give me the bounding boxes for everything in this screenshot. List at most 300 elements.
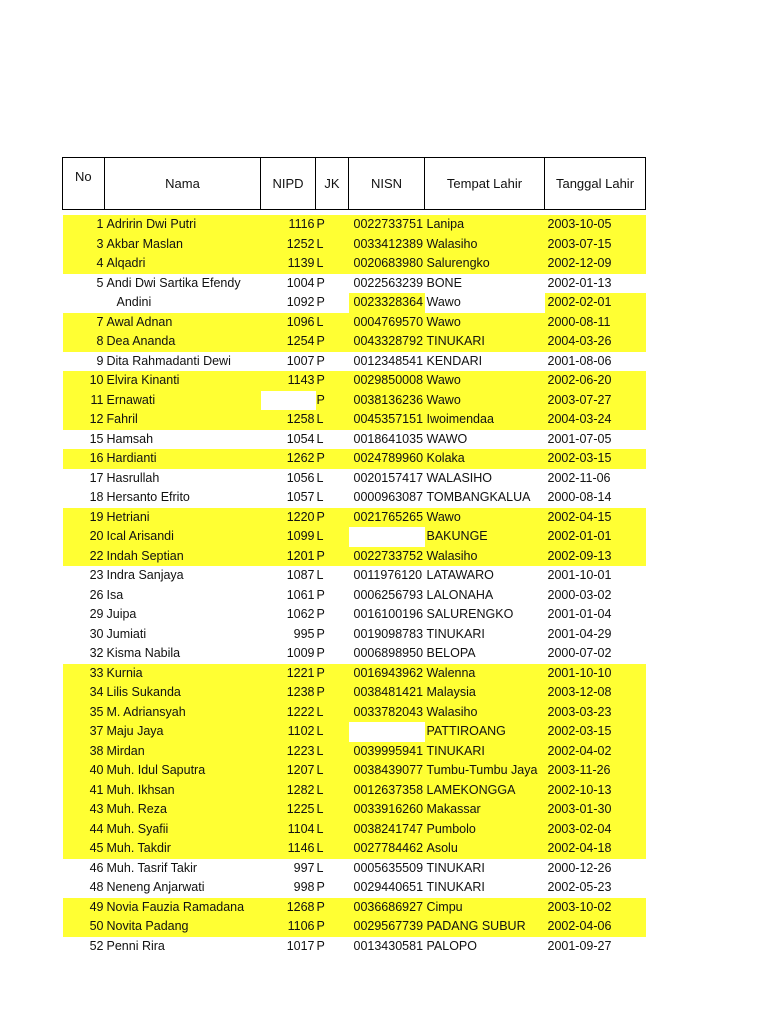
cell-no: 10	[63, 371, 105, 391]
cell-tempat-lahir: LAMEKONGGA	[425, 781, 545, 801]
cell-no: 9	[96, 353, 104, 368]
cell-nipd: 1254	[261, 332, 316, 352]
cell-tanggal-lahir: 2003-11-26	[545, 761, 646, 781]
cell-no: 1	[63, 215, 105, 235]
cell-nisn: 0033916260	[349, 800, 425, 820]
cell-no: 17	[89, 470, 104, 485]
cell-nama: Ical Arisandi	[105, 527, 261, 547]
cell-nisn: 0018641035	[353, 431, 424, 446]
cell-nisn: 0000963087	[353, 490, 424, 505]
cell-nipd: 1262	[261, 449, 316, 469]
cell-jk: L	[316, 742, 349, 762]
cell-nipd: 1096	[261, 313, 316, 333]
cell-nipd: 1252	[261, 235, 316, 255]
table-row	[63, 683, 646, 703]
table-row	[63, 937, 646, 957]
cell-tempat-lahir: TINUKARI	[426, 880, 485, 895]
cell-nisn: 0045357151	[349, 410, 425, 430]
cell-nipd: 1201	[261, 547, 316, 567]
cell-nipd: 1221	[261, 664, 316, 684]
cell-nama: Elvira Kinanti	[105, 371, 261, 391]
cell-no: 40	[63, 761, 105, 781]
cell-nisn: 0024789960	[349, 449, 425, 469]
cell-tempat-lahir: TINUKARI	[426, 860, 485, 875]
cell-tempat-lahir: Iwoimendaa	[425, 410, 545, 430]
header-no: No	[63, 158, 105, 210]
cell-nipd: 1116	[261, 215, 316, 235]
cell-jk: L	[316, 527, 349, 547]
cell-nisn: 0033782043	[349, 703, 425, 723]
cell-nama: Lilis Sukanda	[105, 683, 261, 703]
cell-tanggal-lahir: 2003-01-30	[545, 800, 646, 820]
cell-tanggal-lahir: 2002-01-13	[547, 275, 612, 290]
cell-no: 18	[89, 490, 104, 505]
cell-nama: Kisma Nabila	[106, 646, 181, 661]
cell-tanggal-lahir: 2002-04-15	[545, 508, 646, 528]
cell-jk: P	[316, 880, 325, 895]
cell-no	[63, 293, 105, 313]
cell-tanggal-lahir: 2000-07-02	[547, 646, 612, 661]
cell-nipd: 1099	[261, 527, 316, 547]
cell-no: 12	[63, 410, 105, 430]
cell-tanggal-lahir: 2001-10-10	[545, 664, 646, 684]
cell-tanggal-lahir: 2004-03-24	[545, 410, 646, 430]
cell-tanggal-lahir: 2001-10-01	[547, 568, 612, 583]
cell-nisn: 0038481421	[349, 683, 425, 703]
cell-no: 34	[63, 683, 105, 703]
cell-nipd: 1139	[261, 254, 316, 274]
cell-no: 20	[63, 527, 105, 547]
cell-nama: Hetriani	[105, 508, 261, 528]
cell-jk: P	[316, 371, 349, 391]
cell-tanggal-lahir: 2002-12-09	[545, 254, 646, 274]
cell-jk: P	[316, 683, 349, 703]
cell-tanggal-lahir: 2003-07-27	[545, 391, 646, 411]
cell-nipd: 1104	[261, 820, 316, 840]
student-table-container	[62, 157, 645, 956]
cell-nisn: 0022563239	[353, 275, 424, 290]
cell-no: 16	[63, 449, 105, 469]
cell-jk: P	[316, 275, 325, 290]
cell-nisn: 0013430581	[353, 938, 424, 953]
cell-nisn: 0036686927	[349, 898, 425, 918]
cell-no: 29	[89, 607, 104, 622]
table-row	[63, 508, 646, 528]
cell-nama: Hersanto Efrito	[106, 490, 190, 505]
cell-tempat-lahir: Malaysia	[425, 683, 545, 703]
cell-tempat-lahir: Walenna	[425, 664, 545, 684]
cell-no: 4	[63, 254, 105, 274]
table-row	[63, 800, 646, 820]
cell-jk: P	[316, 547, 349, 567]
cell-nama: Muh. Idul Saputra	[105, 761, 261, 781]
cell-no: 15	[89, 431, 104, 446]
cell-tanggal-lahir: 2002-10-13	[545, 781, 646, 801]
cell-jk: L	[316, 313, 349, 333]
cell-nama: Neneng Anjarwati	[106, 880, 205, 895]
cell-tanggal-lahir: 2001-09-27	[547, 938, 612, 953]
cell-no: 38	[63, 742, 105, 762]
cell-nama: Andi Dwi Sartika Efendy	[106, 275, 241, 290]
cell-jk: P	[316, 646, 325, 661]
cell-nama: Adririn Dwi Putri	[105, 215, 261, 235]
cell-jk: L	[316, 254, 349, 274]
cell-tanggal-lahir: 2002-04-18	[545, 839, 646, 859]
cell-nisn: 0016100196	[353, 607, 424, 622]
cell-nisn: 0029440651	[353, 880, 424, 895]
cell-nisn: 0043328792	[349, 332, 425, 352]
cell-nama: Alqadri	[105, 254, 261, 274]
cell-nisn: 0022733751	[349, 215, 425, 235]
cell-jk: P	[316, 449, 349, 469]
cell-tempat-lahir: Tumbu-Tumbu Jaya	[425, 761, 545, 781]
table-row	[63, 410, 646, 430]
cell-nisn: 0038136236	[349, 391, 425, 411]
table-row	[63, 391, 646, 411]
cell-nisn: 0021765265	[349, 508, 425, 528]
cell-tanggal-lahir: 2000-03-02	[547, 587, 612, 602]
table-row	[63, 215, 646, 235]
table-row	[63, 859, 646, 879]
cell-nama: Ernawati	[105, 391, 261, 411]
cell-nama: Muh. Takdir	[105, 839, 261, 859]
cell-nipd	[261, 391, 316, 411]
table-row	[63, 547, 646, 567]
cell-nipd: 1222	[261, 703, 316, 723]
cell-tanggal-lahir: 2003-03-23	[545, 703, 646, 723]
table-row	[63, 235, 646, 255]
cell-jk: P	[316, 215, 349, 235]
cell-no: 19	[63, 508, 105, 528]
cell-tanggal-lahir: 2003-10-05	[545, 215, 646, 235]
header-jk: JK	[316, 158, 349, 210]
cell-nisn: 0004769570	[349, 313, 425, 333]
cell-tempat-lahir: WAWO	[426, 431, 468, 446]
cell-nisn: 0011976120	[353, 568, 423, 583]
table-row	[63, 274, 646, 294]
cell-tanggal-lahir: 2002-05-23	[547, 880, 612, 895]
cell-nama: Muh. Reza	[105, 800, 261, 820]
cell-nipd: 1004	[286, 275, 315, 290]
cell-tempat-lahir: Cimpu	[425, 898, 545, 918]
cell-nama: Hasrullah	[106, 470, 160, 485]
cell-nipd: 1009	[286, 646, 315, 661]
cell-nama: Akbar Maslan	[105, 235, 261, 255]
cell-nama: Mirdan	[105, 742, 261, 762]
cell-nama: Awal Adnan	[105, 313, 261, 333]
cell-nipd: 1143	[261, 371, 316, 391]
cell-tanggal-lahir: 2002-01-01	[545, 527, 646, 547]
table-row	[63, 898, 646, 918]
cell-nisn: 0029567739	[349, 917, 425, 937]
cell-jk: P	[316, 626, 325, 641]
cell-jk: L	[316, 470, 324, 485]
cell-nisn: 0012348541	[353, 353, 424, 368]
cell-nisn: 0019098783	[353, 626, 424, 641]
cell-jk: P	[316, 332, 349, 352]
cell-nisn: 0023328364	[349, 293, 425, 313]
cell-jk: L	[316, 490, 324, 505]
cell-no: 48	[89, 880, 104, 895]
cell-nama: Hamsah	[106, 431, 154, 446]
cell-no: 43	[63, 800, 105, 820]
table-header	[63, 158, 646, 210]
cell-nisn: 0029850008	[349, 371, 425, 391]
cell-tempat-lahir: Wawo	[425, 313, 545, 333]
cell-tempat-lahir: TINUKARI	[426, 626, 485, 641]
cell-jk: L	[316, 839, 349, 859]
cell-nipd: 997	[293, 860, 315, 875]
table-row	[63, 566, 646, 586]
cell-no: 35	[63, 703, 105, 723]
table-row	[63, 371, 646, 391]
table-row	[63, 625, 646, 645]
cell-nisn	[349, 722, 425, 742]
cell-nipd: 1092	[286, 295, 315, 310]
cell-nama: Dita Rahmadanti Dewi	[106, 353, 231, 368]
cell-jk: P	[316, 353, 325, 368]
table-row	[63, 352, 646, 372]
cell-tanggal-lahir: 2001-04-29	[547, 626, 612, 641]
cell-tempat-lahir: Wawo	[425, 508, 545, 528]
cell-jk: L	[316, 410, 349, 430]
cell-no: 5	[96, 275, 104, 290]
table-row	[63, 527, 646, 547]
cell-tempat-lahir: WALASIHO	[426, 470, 493, 485]
table-row	[63, 293, 646, 313]
cell-no: 26	[89, 587, 104, 602]
cell-jk: L	[316, 722, 349, 742]
cell-tempat-lahir: PALOPO	[426, 938, 477, 953]
cell-jk: P	[316, 508, 349, 528]
cell-nipd: 1220	[261, 508, 316, 528]
cell-tanggal-lahir: 2002-09-13	[545, 547, 646, 567]
cell-tanggal-lahir: 2000-08-14	[547, 490, 612, 505]
cell-tempat-lahir: LALONAHA	[426, 587, 494, 602]
table-row	[63, 644, 646, 664]
header-tanggal-lahir: Tanggal Lahir	[545, 158, 646, 210]
student-table	[62, 157, 646, 956]
cell-tanggal-lahir: 2000-12-26	[547, 860, 612, 875]
cell-nipd: 1062	[286, 607, 315, 622]
table-row	[63, 488, 646, 508]
cell-jk: L	[316, 703, 349, 723]
cell-tanggal-lahir: 2000-08-11	[545, 313, 646, 333]
cell-nama: Penni Rira	[106, 938, 165, 953]
cell-tempat-lahir: Kolaka	[425, 449, 545, 469]
cell-tempat-lahir: PADANG SUBUR	[425, 917, 545, 937]
table-row	[63, 703, 646, 723]
cell-nipd: 1282	[261, 781, 316, 801]
cell-no: 45	[63, 839, 105, 859]
cell-tanggal-lahir: 2003-07-15	[545, 235, 646, 255]
cell-nisn: 0038439077	[349, 761, 425, 781]
cell-nipd: 1207	[261, 761, 316, 781]
table-row	[63, 742, 646, 762]
table-row	[63, 761, 646, 781]
cell-tempat-lahir: Makassar	[425, 800, 545, 820]
cell-nisn: 0016943962	[349, 664, 425, 684]
cell-nisn	[349, 527, 425, 547]
cell-nama: Muh. Syafii	[105, 820, 261, 840]
cell-no: 41	[63, 781, 105, 801]
cell-jk: L	[316, 860, 324, 875]
cell-tempat-lahir: PATTIROANG	[425, 722, 545, 742]
cell-nipd: 1087	[286, 568, 315, 583]
cell-tanggal-lahir: 2003-12-08	[545, 683, 646, 703]
table-row	[63, 313, 646, 333]
cell-no: 8	[63, 332, 105, 352]
table-row	[63, 254, 646, 274]
table-body	[63, 210, 646, 957]
table-row	[63, 605, 646, 625]
cell-tanggal-lahir: 2004-03-26	[545, 332, 646, 352]
cell-jk: P	[316, 391, 349, 411]
cell-jk: P	[316, 587, 325, 602]
table-row	[63, 781, 646, 801]
cell-nipd: 1017	[286, 938, 315, 953]
cell-jk: L	[316, 761, 349, 781]
cell-tanggal-lahir: 2002-06-20	[545, 371, 646, 391]
cell-tempat-lahir: LATAWARO	[426, 568, 494, 583]
cell-no: 7	[63, 313, 105, 333]
cell-tempat-lahir: Wawo	[426, 295, 461, 310]
cell-no: 37	[63, 722, 105, 742]
cell-nipd: 1057	[286, 490, 315, 505]
cell-tempat-lahir: TOMBANGKALUA	[426, 490, 531, 505]
cell-jk: L	[316, 431, 324, 446]
cell-no: 50	[63, 917, 105, 937]
header-nipd: NIPD	[261, 158, 316, 210]
cell-tempat-lahir: SALURENGKO	[426, 607, 514, 622]
cell-nisn: 0012637358	[349, 781, 425, 801]
cell-nama: Dea Ananda	[105, 332, 261, 352]
table-row	[63, 469, 646, 489]
cell-nama: Muh. Tasrif Takir	[106, 860, 198, 875]
cell-jk: P	[316, 607, 325, 622]
cell-nipd: 1102	[261, 722, 316, 742]
cell-tanggal-lahir: 2003-02-04	[545, 820, 646, 840]
cell-nipd: 1258	[261, 410, 316, 430]
table-row	[63, 917, 646, 937]
cell-nama: Hardianti	[105, 449, 261, 469]
cell-tanggal-lahir: 2003-10-02	[545, 898, 646, 918]
cell-nama: Novita Padang	[105, 917, 261, 937]
cell-tempat-lahir: Pumbolo	[425, 820, 545, 840]
cell-nama: Maju Jaya	[105, 722, 261, 742]
cell-tempat-lahir: TINUKARI	[425, 332, 545, 352]
cell-no: 33	[63, 664, 105, 684]
table-row	[63, 878, 646, 898]
header-nama: Nama	[105, 158, 261, 210]
cell-tempat-lahir: Walasiho	[425, 547, 545, 567]
cell-tempat-lahir: Walasiho	[425, 703, 545, 723]
cell-nipd: 1054	[286, 431, 315, 446]
cell-tanggal-lahir: 2001-01-04	[547, 607, 612, 622]
cell-jk: P	[316, 295, 325, 310]
cell-no: 22	[63, 547, 105, 567]
cell-nisn: 0006256793	[353, 587, 424, 602]
cell-nisn: 0022733752	[349, 547, 425, 567]
cell-nama: Fahril	[105, 410, 261, 430]
cell-tempat-lahir: Wawo	[425, 371, 545, 391]
cell-tempat-lahir: BAKUNGE	[425, 527, 545, 547]
cell-nipd: 1268	[261, 898, 316, 918]
cell-no: 49	[63, 898, 105, 918]
cell-tempat-lahir: KENDARI	[426, 353, 483, 368]
cell-no: 52	[89, 938, 104, 953]
cell-nisn: 0005635509	[353, 860, 424, 875]
cell-jk: L	[316, 800, 349, 820]
cell-tempat-lahir: Salurengko	[425, 254, 545, 274]
cell-tanggal-lahir: 2002-02-01	[545, 293, 646, 313]
cell-nisn: 0033412389	[349, 235, 425, 255]
cell-nama: M. Adriansyah	[105, 703, 261, 723]
cell-tempat-lahir: BELOPA	[426, 646, 476, 661]
cell-nama: Jumiati	[106, 626, 147, 641]
table-row	[63, 820, 646, 840]
cell-nama: Isa	[106, 587, 124, 602]
cell-nisn: 0039995941	[349, 742, 425, 762]
cell-nama: Indra Sanjaya	[106, 568, 184, 583]
cell-jk: L	[316, 568, 324, 583]
cell-no: 44	[63, 820, 105, 840]
cell-nisn: 0020683980	[349, 254, 425, 274]
cell-nipd: 1007	[286, 353, 315, 368]
cell-nipd: 1225	[261, 800, 316, 820]
header-tempat-lahir: Tempat Lahir	[425, 158, 545, 210]
cell-tanggal-lahir: 2002-03-15	[545, 722, 646, 742]
table-row	[63, 722, 646, 742]
cell-tempat-lahir: TINUKARI	[425, 742, 545, 762]
cell-tanggal-lahir: 2001-08-06	[547, 353, 612, 368]
cell-nama: Muh. Ikhsan	[105, 781, 261, 801]
cell-no: 11	[63, 391, 105, 411]
cell-jk: P	[316, 938, 325, 953]
cell-tanggal-lahir: 2002-04-06	[545, 917, 646, 937]
cell-tempat-lahir: Asolu	[425, 839, 545, 859]
cell-nipd: 1146	[261, 839, 316, 859]
cell-nisn: 0038241747	[349, 820, 425, 840]
cell-nisn: 0027784462	[349, 839, 425, 859]
cell-tempat-lahir: BONE	[426, 275, 462, 290]
header-nisn: NISN	[349, 158, 425, 210]
cell-nipd: 998	[293, 880, 315, 895]
cell-no: 32	[89, 646, 104, 661]
cell-tempat-lahir: Lanipa	[425, 215, 545, 235]
table-row	[63, 839, 646, 859]
cell-nipd: 1223	[261, 742, 316, 762]
cell-no: 46	[89, 860, 104, 875]
cell-jk: P	[316, 917, 349, 937]
cell-nisn: 0006898950	[353, 646, 424, 661]
table-row	[63, 449, 646, 469]
cell-tanggal-lahir: 2002-03-15	[545, 449, 646, 469]
cell-jk: L	[316, 235, 349, 255]
cell-nama: Indah Septian	[105, 547, 261, 567]
table-row	[63, 430, 646, 450]
cell-no: 3	[63, 235, 105, 255]
cell-nipd: 995	[293, 626, 315, 641]
cell-nipd: 1061	[286, 587, 315, 602]
table-row	[63, 586, 646, 606]
cell-jk: P	[316, 664, 349, 684]
cell-no: 30	[89, 626, 104, 641]
cell-nipd: 1238	[261, 683, 316, 703]
cell-tempat-lahir: Walasiho	[425, 235, 545, 255]
cell-nama: Kurnia	[105, 664, 261, 684]
cell-tanggal-lahir: 2002-11-06	[547, 470, 611, 485]
